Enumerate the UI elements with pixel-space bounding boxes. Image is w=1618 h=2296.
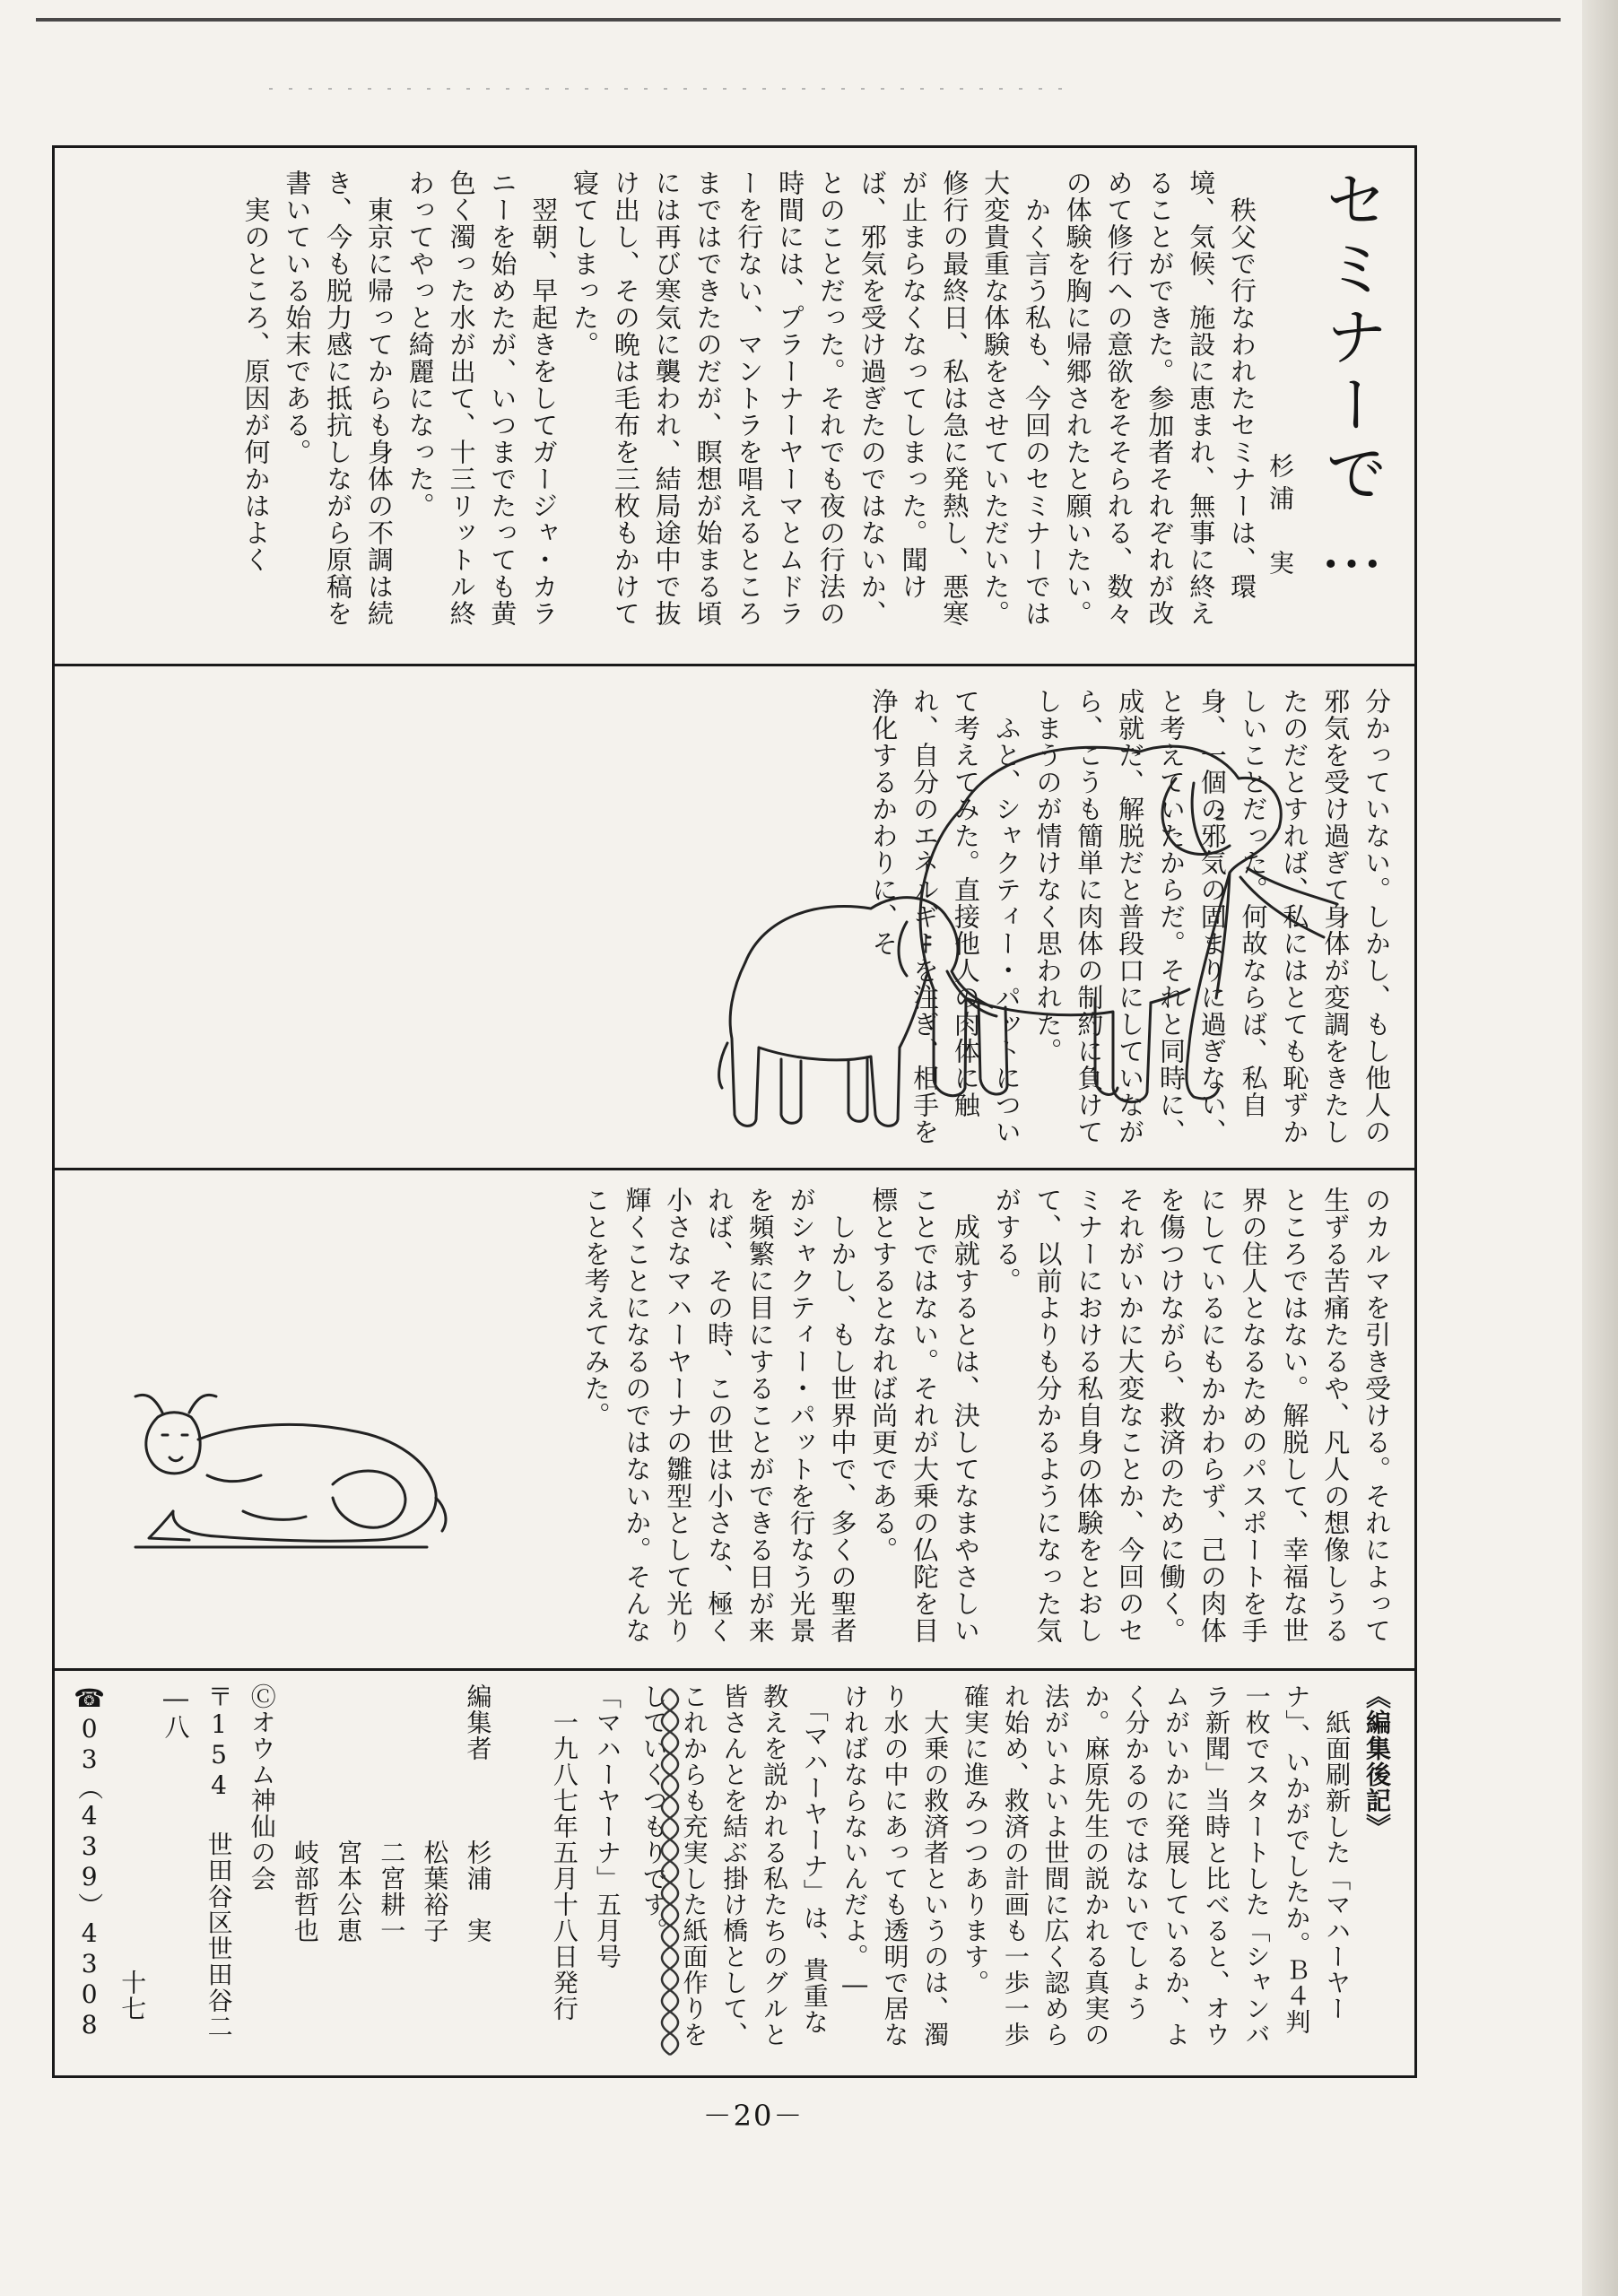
colophon [74,1683,629,2060]
decorative-divider [654,1689,686,2057]
ox-illustration [109,1377,458,1556]
colophon-publisher: Ⓒオウム神仙の会 [247,1683,277,1892]
colophon-issue: 「マハーヤーナ」五月号 [593,1683,622,1970]
colophon-address: 〒154 世田谷区世田谷二―八 [161,1683,234,2039]
editor-name: 宮本公恵 [334,1839,364,1944]
article-text-2: 分かっていない。しかし、もし他人の邪気を受け過ぎて身体が変調をきたしたのだとすれば、私にはとても恥ずかしいことだった。何故ならば、私自身、一個の邪気の固まりに過ぎない、と考えていたからだ。それと同時に、成就だ、解脱だと普段口にしていながら、こうも簡単に肉体の制約に負けてしまうのが情けなく思われた。 ふと、シャクティー・パットについて考えてみた。直接他人の肉体に触れ、自分のエネルギーを注ぎ、相手を浄化するかわりに、そ [868,688,1392,1145]
article-body-1 [60,170,1262,650]
band-editorial [55,1671,1414,2075]
colophon-address-2: 十七 [117,1683,148,2022]
article-frame [52,145,1417,2078]
editors-label: 編集者 [463,1683,493,1761]
colophon-phone: ☎03（439）4308 [74,1683,105,2040]
page-number: －20－ [702,2099,805,2133]
colophon-editor-5 [283,1683,326,2060]
article-body-3 [464,1187,1396,1653]
elephants-illustration [692,702,1373,1151]
colophon-editor-1 [456,1683,499,2060]
article-text-1: 秩父で行なわれたセミナーは、環境、気候、施設に恵まれ、無事に終えることができた。参加者それぞれが改めて修行への意欲をそそられる、数々の体験を胸に帰郷されたと願いたい。 かく言う私も、今回のセミナーでは大変貴重な体験をさせていただいた。修行の最終日、私は急に発熱し、悪寒が止まらなくなってしまった。聞けば、邪気を受け過ぎたのではないか、とのことだった。それでも夜の行法の時間には、プラーナーヤーマとムドラーを行ない、マントラを唱えるところまではできたのだが、瞑想が始まる頃には再び寒気に襲われ、結局途中で抜け出し、その晩は毛布を三枚もかけて寝てしまった。 翌朝、早起きをしてガージャ・カラニーを始めたが、いつまでたっても黄色く濁った水が出て、十三リットル終わってやっと綺麗になった。 東京に帰ってからも身体の不調は続き、今も脱力感に抵抗しながら原稿を書いている始末である。 実のところ、原因が何かはよく [240,170,1257,627]
editor-name: 岐部哲也 [290,1839,320,1944]
band-article-middle [55,666,1414,1170]
page-edge [1582,0,1618,2296]
band-article-start [55,148,1414,666]
editor-name: 二宮耕一 [377,1839,407,1944]
editor-name: 松葉裕子 [420,1839,450,1944]
article-author: 杉浦 実 [1266,453,1295,582]
editor-name: 杉浦 実 [463,1839,493,1944]
band-article-end [55,1170,1414,1671]
editorial-afterword [639,1683,1396,2060]
scan-noise [269,88,1076,90]
colophon-editor-2 [413,1683,456,2060]
editorial-text: 紙面刷新した「マハーヤーナ」、いかがでしたか。Ｂ４判一枚でスタートした「シャンバラ新聞」当時と比べると、オウムがいかに発展しているか、よく分かるのではないでしょうか。麻原先生の説かれる真実の法がいよいよ世間に広く認められ始め、救済の計画も一歩一歩確実に進みつつあります。 大乗の救済者というのは、濁り水の中にあっても透明で居なければならないんだよ。― 「マハーヤーナ」は、貴重な教えを説かれる私たちのグルと皆さんとを結ぶ掛け橋として、これからも充実した紙面作りをしていくつもりです。 [639,1683,1353,2048]
article-title: セミナーで… [1315,168,1388,587]
colophon-editor-4 [326,1683,370,2060]
scan-top-edge [36,18,1561,22]
editorial-heading: 《編集後記》 [1362,1683,1392,1839]
colophon-spacer [500,1683,543,2060]
colophon-date: 一九八七年五月十八日発行 [549,1683,579,2022]
colophon-editor-3 [370,1683,413,2060]
article-text-3: のカルマを引き受ける。それによって生ずる苦痛たるや、凡人の想像しうるところではない。解脱して、幸福な世界の住人となるためのパスポートを手にしているにもかかわらず、己の肉体を傷つけながら、救済のために働く。それがいかに大変なことか、今回のセミナーにおける私自身の体験をとおして、以前よりも分かるようになった気がする。 成就するとは、決してなまやさしいことではない。それが大乗の仏陀を目標とするとなれば尚更である。 しかし、もし世界中で、多くの聖者がシャクティー・パットを行なう光景を頻繁に目にすることができる日が来れば、その時、この世は小さな、極く小さなマハーヤーナの雛型として光り輝くことになるのではないか。そんなことを考えてみた。 [580,1187,1392,1644]
